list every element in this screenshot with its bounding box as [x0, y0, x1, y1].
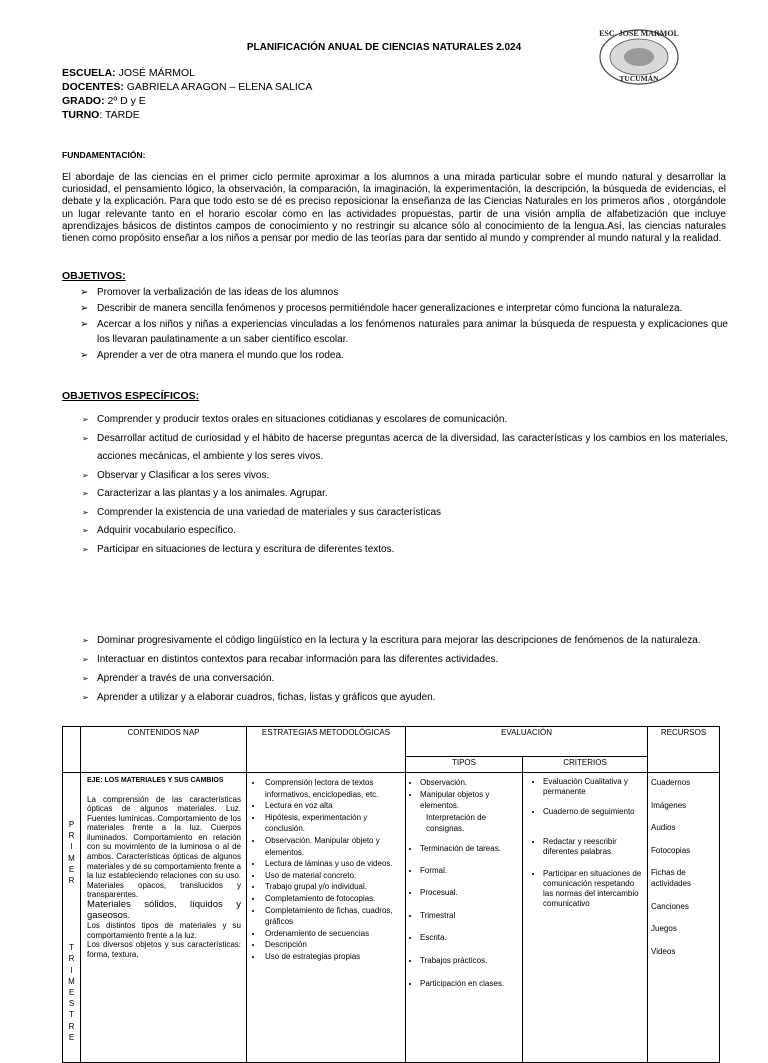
escuela-label: ESCUELA:	[62, 67, 116, 79]
list-item: • Completamiento de fichas, cuadros, gráficos	[263, 905, 403, 928]
objetivos-especificos-list	[62, 411, 728, 559]
list-item: Fichas de actividades	[651, 868, 692, 888]
arrow-bullet-icon: ➢	[80, 303, 89, 314]
period-cell: P R I M E R T R I M E S T R E	[63, 773, 81, 1063]
list-item: ➢ Aprender a través de una conversación.	[62, 669, 728, 688]
list-item: • Formal.	[420, 865, 520, 877]
page-title: PLANIFICACIÓN ANUAL DE CIENCIAS NATURALES 2.024	[246, 42, 522, 53]
contenido-text: Los distintos tipos de materiales y su comportamiento frente a la luz.	[87, 921, 241, 940]
header-tipos: TIPOS	[406, 757, 523, 773]
objetivos-heading: OBJETIVOS:	[62, 270, 126, 282]
arrow-bullet-icon: ➢	[82, 507, 89, 517]
list-item: Cuadernos	[651, 778, 691, 787]
list-item: Videos	[651, 946, 676, 956]
list-item: • Manipular objetos y elementos.	[420, 789, 520, 812]
list-item: Audios	[651, 823, 676, 832]
arrow-bullet-icon: ➢	[82, 636, 89, 645]
list-item: ➢ Caracterizar a las plantas y a los animales. Agrupar.	[62, 485, 728, 504]
school-seal-logo	[598, 24, 680, 86]
arrow-bullet-icon: ➢	[82, 544, 89, 554]
list-item: • Trimestral	[420, 910, 520, 922]
list-item: Imágenes	[651, 800, 687, 810]
header-criterios: CRITERIOS	[523, 757, 648, 773]
list-item: • Completamiento de fotocopias.	[263, 893, 403, 905]
fundamentacion-text: El abordaje de las ciencias en el primer ciclo permite aproximar a los alumnos a una mirada particular sobre el mundo natural y desarrollar la curiosidad, el pensamiento lógico, la observación, la comparación, la imaginación, la experimentación, la descripción, la búsqueda de evidencias, el debate y la explicación. Para que todo esto se dé es preciso reposicionar la enseñanza de las Ciencias Naturales en los primeros años , otorgándole un lugar relevante tanto en el horario escolar como en las actividades propuestas, partir de una visión amplia de alfabetización que incluye aprendizajes básicos de distintos campos de conocimiento y no restringir su alcance sólo al conocimiento de la lengua.Así, las ciencias naturales tienen como propósito enseñar a los niños a pensar por medio de las teorías para dar sentido al mundo y comprender al mundo natural y la realidad.	[62, 172, 726, 245]
estrategias-cell	[247, 773, 406, 1063]
eje-title: EJE: LOS MATERIALES Y SUS CAMBIOS	[87, 777, 224, 784]
arrow-bullet-icon: ➢	[82, 470, 89, 480]
arrow-bullet-icon: ➢	[82, 655, 89, 664]
list-item: ➢ Aprender a utilizar y a elaborar cuadros, fichas, listas y gráficos que ayuden.	[62, 688, 728, 707]
objetivos-list	[62, 285, 728, 364]
objetivos-especificos-heading: OBJETIVOS ESPECÍFICOS:	[62, 390, 200, 402]
list-item: • Redactar y reescribir diferentes palabras.	[543, 837, 643, 857]
grado-value: 2º D y E	[107, 95, 146, 107]
list-item: ➢ Observar y Clasificar a los seres vivos.	[62, 467, 728, 486]
list-item: • Participar en situaciones de comunicación respetando las normas del intercambio comunicativo	[543, 869, 643, 909]
arrow-bullet-icon: ➢	[82, 526, 89, 535]
header-contenidos: CONTENIDOS NAP	[81, 727, 247, 773]
list-item: • Trabajos prácticos.	[420, 955, 520, 967]
list-item: ➢ Promover la verbalización de las ideas de los alumnos	[80, 287, 339, 298]
list-item: • Lectura en voz alta	[263, 800, 403, 812]
contenido-text: La comprensión de las características ópticas de algunos materiales. Luz. Fuentes lumínicas. Comportamiento de los materiales frente a la luz. Cuerpos iluminados. Comportamiento en relación con su movimiento de la luminosa o al de ambos. Características ópticas de algunos materiales y de su comportamiento frente a la luz estableciendo relaciones con su uso. Materiales opacos, translucidos y transparentes.	[87, 794, 241, 900]
escuela-value: JOSÉ MÁRMOL	[118, 67, 196, 79]
list-item: • Evaluación Cualitativa y permanente	[543, 777, 643, 797]
svg-text:ESC. JOSE MARMOL: ESC. JOSE MARMOL	[599, 29, 679, 38]
list-item: • Cuaderno de seguimiento	[543, 807, 643, 817]
list-item: • Lectura de láminas y uso de videos.	[263, 858, 403, 870]
list-item: ➢ Participar en situaciones de lectura y escritura de diferentes textos.	[62, 541, 728, 560]
period-header-cell	[63, 727, 81, 773]
list-item: • Participación en clases.	[420, 978, 520, 990]
planning-table	[62, 726, 720, 1063]
list-item: • Uso de estrategias propias	[263, 951, 403, 963]
docentes-label: DOCENTES:	[62, 81, 124, 93]
list-item: • Observación.	[420, 777, 520, 789]
criterios-cell	[523, 773, 648, 1063]
arrow-bullet-icon: ➢	[80, 287, 89, 298]
list-item: • Comprensión lectora de textos informativos, enciclopedias, etc.	[263, 777, 403, 800]
header-recursos: RECURSOS	[648, 727, 720, 773]
list-item: ➢ Desarrollar actitud de curiosidad y el hábito de hacerse preguntas acerca de la diversidad, las características y los cambios en los materiales, acciones mecánicas, el ambiente y los seres vivos.	[62, 430, 728, 467]
grado-label: GRADO:	[62, 95, 105, 107]
turno-value: : TARDE	[99, 109, 140, 121]
header-evaluacion: EVALUACIÓN	[406, 727, 648, 757]
list-item: ➢ Aprender a ver de otra manera el mundo que los rodea.	[80, 350, 344, 361]
list-item: ➢ Comprender y producir textos orales en situaciones cotidianas y escolares de comunicación.	[62, 411, 728, 430]
tipos-cell	[406, 773, 523, 1063]
header-estrategias: ESTRATEGIAS METODOLÓGICAS	[247, 727, 406, 773]
turno-label: TURNO	[62, 109, 100, 121]
list-item: ➢ Dominar progresivamente el código lingüístico en la lectura y la escritura para mejorar las descripciones de fenómenos de la naturaleza.	[62, 631, 728, 650]
arrow-bullet-icon: ➢	[82, 433, 89, 443]
list-item: Interpretación de consignas.	[426, 812, 487, 834]
list-item: • Terminación de tareas.	[420, 843, 520, 855]
arrow-bullet-icon: ➢	[80, 319, 89, 330]
school-info	[62, 66, 312, 122]
svg-text:TUCUMÁN: TUCUMÁN	[619, 74, 659, 83]
list-item: • Escrita.	[420, 932, 520, 944]
arrow-bullet-icon: ➢	[82, 693, 89, 702]
objetivos-especificos-list-continued	[62, 631, 728, 707]
list-item: • Observación. Manipular objeto y elementos.	[263, 835, 403, 858]
list-item: ➢ Interactuar en distintos contextos para recabar información para las diferentes actividades.	[62, 650, 728, 669]
arrow-bullet-icon: ➢	[82, 489, 89, 498]
list-item: • Procesual.	[420, 887, 520, 899]
list-item: • Hipótesis, experimentación y conclusión.	[263, 812, 403, 835]
contenidos-cell	[81, 773, 247, 1063]
list-item: Juegos	[651, 924, 677, 933]
arrow-bullet-icon: ➢	[82, 415, 89, 424]
list-item: • Uso de material concreto.	[263, 870, 403, 882]
list-item: ➢ Describir de manera sencilla fenómenos y procesos permitiéndole hacer generalizaciones e interpretar cómo funciona la naturaleza.	[80, 303, 683, 314]
recursos-cell	[648, 773, 720, 1063]
list-item: Canciones	[651, 901, 689, 911]
list-item: ➢ Adquirir vocabulario específico.	[62, 522, 728, 541]
list-item: • Descripción	[263, 939, 403, 951]
arrow-bullet-icon: ➢	[80, 350, 89, 361]
list-item: • Trabajo grupal y/o individual.	[263, 881, 403, 893]
arrow-bullet-icon: ➢	[82, 674, 89, 683]
docentes-value: GABRIELA ARAGON – ELENA SALICA	[126, 81, 313, 93]
list-item: ➢ Comprender la existencia de una variedad de materiales y sus características	[62, 504, 728, 523]
contenido-text: Los diversos objetos y sus características: forma, textura,	[87, 940, 241, 959]
list-item: ➢ Acercar a los niños y niñas a experiencias vinculadas a los fenómenos naturales para animar la búsqueda de respuesta y explicaciones que los llevaran paulatinamente a un saber científico escolar.	[80, 319, 728, 345]
fundamentacion-heading: FUNDAMENTACIÓN:	[62, 150, 146, 160]
list-item: Fotocopias	[651, 845, 691, 855]
contenido-text: Materiales sólidos, líquidos y gaseosos.	[87, 899, 241, 921]
list-item: • Ordenamiento de secuencias	[263, 928, 403, 940]
